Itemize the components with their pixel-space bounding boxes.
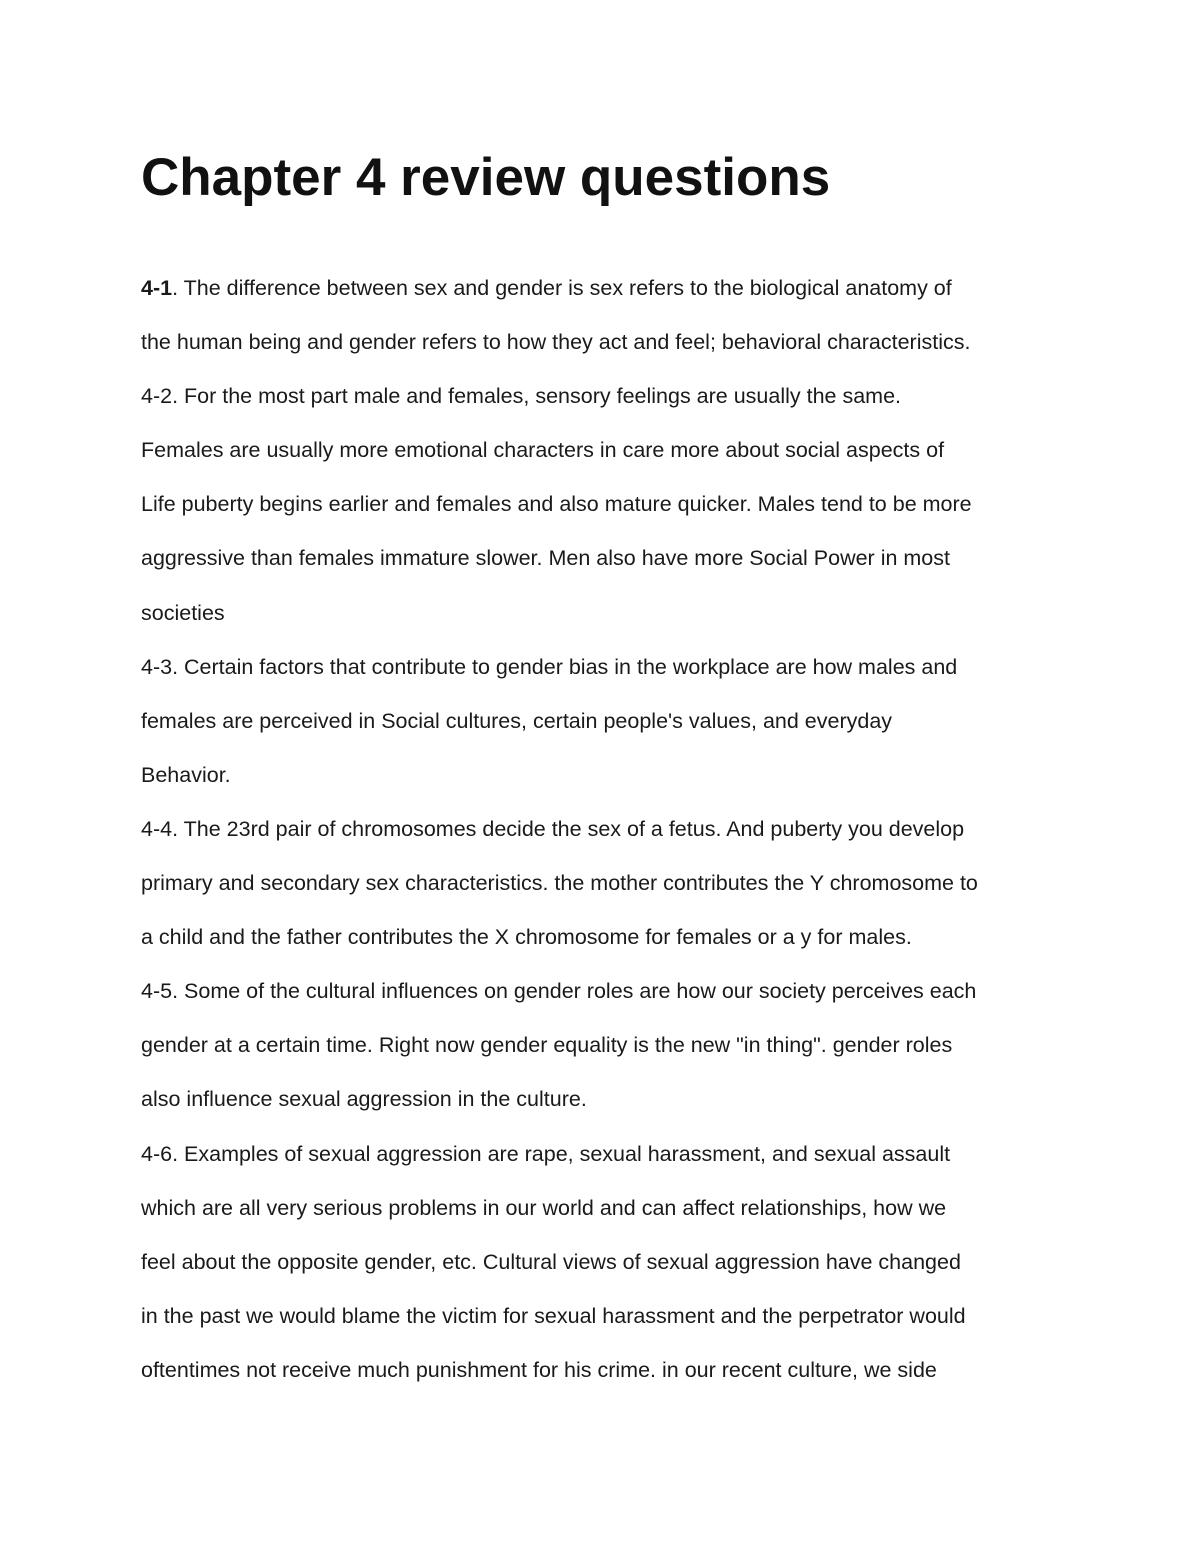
text-line: primary and secondary sex characteristics. the mother contributes the Y chromosome to (141, 871, 978, 896)
text-line: oftentimes not receive much punishment for his crime. in our recent culture, we side (141, 1357, 937, 1382)
document-body (141, 261, 1071, 1397)
text-line: which are all very serious problems in our world and can affect relationships, how we (141, 1195, 947, 1220)
text-line: societies (141, 600, 225, 625)
text-line: Behavior. (141, 762, 231, 787)
text-line: 4-6. Examples of sexual aggression are rape, sexual harassment, and sexual assault (141, 1141, 951, 1166)
text-line: Females are usually more emotional characters in care more about social aspects of (141, 438, 945, 463)
page-title: Chapter 4 review questions (141, 148, 831, 207)
text-line: 4-5. Some of the cultural influences on gender roles are how our society perceives each (141, 979, 977, 1004)
text-line: also influence sexual aggression in the culture. (141, 1087, 587, 1112)
text-line: aggressive than females immature slower. Men also have more Social Power in most (141, 546, 950, 571)
text-line-content: . The difference between sex and gender is sex refers to the biological anatomy of (172, 276, 952, 300)
text-line: 4-4. The 23rd pair of chromosomes decide the sex of a fetus. And puberty you develop (141, 816, 965, 841)
text-line: 4-2. For the most part male and females, sensory feelings are usually the same. (141, 384, 902, 409)
text-line: in the past we would blame the victim for sexual harassment and the perpetrator would (141, 1303, 966, 1328)
text-line: the human being and gender refers to how they act and feel; behavioral characteristics. (141, 330, 971, 355)
text-line: gender at a certain time. Right now gender equality is the new "in thing". gender roles (141, 1033, 953, 1058)
question-number-4-1: 4-1 (141, 276, 173, 300)
text-line: 4-3. Certain factors that contribute to gender bias in the workplace are how males and (141, 654, 958, 679)
text-line: feel about the opposite gender, etc. Cultural views of sexual aggression have changed (141, 1249, 961, 1274)
text-line: Life puberty begins earlier and females and also mature quicker. Males tend to be more (141, 492, 972, 517)
text-line: females are perceived in Social cultures, certain people's values, and everyday (141, 708, 893, 733)
text-line (141, 261, 1071, 315)
text-line: a child and the father contributes the X chromosome for females or a y for males. (141, 925, 912, 950)
